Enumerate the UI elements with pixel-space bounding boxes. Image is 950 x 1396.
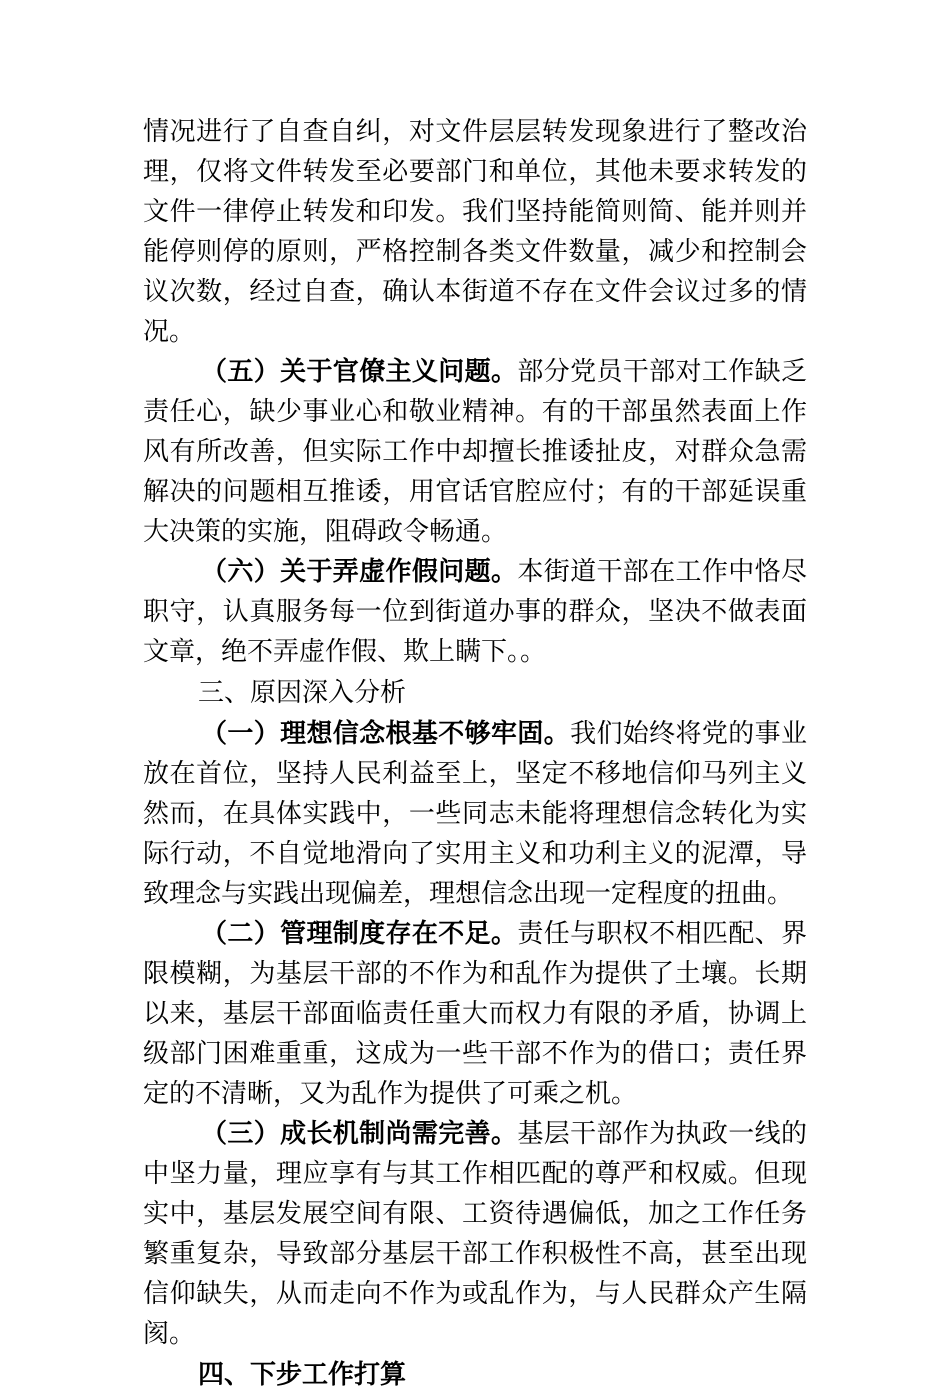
text-run: 本街道干部在工作中恪尽 (517, 557, 807, 587)
paragraph-lead: （六）关于弄虚作假问题。 (201, 557, 518, 587)
text-line: 限模糊，为基层干部的不作为和乱作为提供了土壤。长期 (143, 959, 807, 989)
text-line: 定的不清晰，又为乱作为提供了可乘之机。 (143, 1079, 638, 1109)
document-body (143, 112, 807, 1396)
text-line: 繁重复杂，导致部分基层干部工作积极性不高，甚至出现 (143, 1239, 807, 1269)
text-line (143, 352, 807, 392)
paragraph-bureaucratism (143, 352, 807, 552)
text-run: 责任与职权不相匹配、界 (517, 919, 807, 949)
text-line: 议次数，经过自查，确认本街道不存在文件会议过多的情 (143, 277, 807, 307)
text-line: 解决的问题相互推诿，用官话官腔应付；有的干部延误重 (143, 477, 807, 507)
paragraph-fraud (143, 552, 807, 672)
text-line: 理，仅将文件转发至必要部门和单位，其他未要求转发的 (143, 157, 807, 187)
text-line (143, 714, 807, 754)
paragraph-lead: （三）成长机制尚需完善。 (201, 1119, 518, 1149)
text-line: 放在首位，坚持人民利益至上，坚定不移地信仰马列主义 (143, 759, 807, 789)
paragraph-growth (143, 1114, 807, 1354)
text-line: 责任心，缺少事业心和敬业精神。有的干部虽然表面上作 (143, 397, 807, 427)
text-line: 以来，基层干部面临责任重大而权力有限的矛盾，协调上 (143, 999, 807, 1029)
paragraph-file-control (143, 112, 807, 352)
section-heading: 四、下步工作打算 (198, 1360, 407, 1390)
text-line: 职守，认真服务每一位到街道办事的群众，坚决不做表面 (143, 597, 807, 627)
text-run: 我们始终将党的事业 (570, 719, 807, 749)
text-line: 中坚力量，理应享有与其工作相匹配的尊严和权威。但现 (143, 1159, 807, 1189)
text-line: 能停则停的原则，严格控制各类文件数量，减少和控制会 (143, 237, 807, 267)
text-line: 况。 (143, 317, 196, 347)
section-heading: 三、原因深入分析 (198, 678, 407, 708)
text-line: 情况进行了自查自纠，对文件层层转发现象进行了整改治 (143, 117, 807, 147)
text-run: 基层干部作为执政一线的 (517, 1119, 807, 1149)
text-run: 部分党员干部对工作缺乏 (517, 357, 807, 387)
paragraph-lead: （二）管理制度存在不足。 (201, 919, 518, 949)
paragraph-lead: （一）理想信念根基不够牢固。 (201, 719, 571, 749)
text-line: 风有所改善，但实际工作中却擅长推诿扯皮，对群众急需 (143, 437, 807, 467)
text-line: 大决策的实施，阻碍政令畅通。 (143, 517, 508, 547)
text-line: 文章，绝不弄虚作假、欺上瞒下。。 (143, 637, 547, 667)
text-line: 然而，在具体实践中，一些同志未能将理想信念转化为实 (143, 799, 807, 829)
text-line: 实中，基层发展空间有限、工资待遇偏低，加之工作任务 (143, 1199, 807, 1229)
text-line: 文件一律停止转发和印发。我们坚持能简则简、能并则并 (143, 197, 807, 227)
text-line: 际行动，不自觉地滑向了实用主义和功利主义的泥潭，导 (143, 839, 807, 869)
text-line (143, 914, 807, 954)
text-line: 阂。 (143, 1319, 196, 1349)
text-line: 致理念与实践出现偏差，理想信念出现一定程度的扭曲。 (143, 879, 794, 909)
text-line (143, 552, 807, 592)
paragraph-management (143, 914, 807, 1114)
text-line (143, 1114, 807, 1154)
text-line: 信仰缺失，从而走向不作为或乱作为，与人民群众产生隔 (143, 1279, 807, 1309)
text-line: 级部门困难重重，这成为一些干部不作为的借口；责任界 (143, 1039, 807, 1069)
paragraph-lead: （五）关于官僚主义问题。 (201, 357, 518, 387)
paragraph-ideals (143, 714, 807, 914)
